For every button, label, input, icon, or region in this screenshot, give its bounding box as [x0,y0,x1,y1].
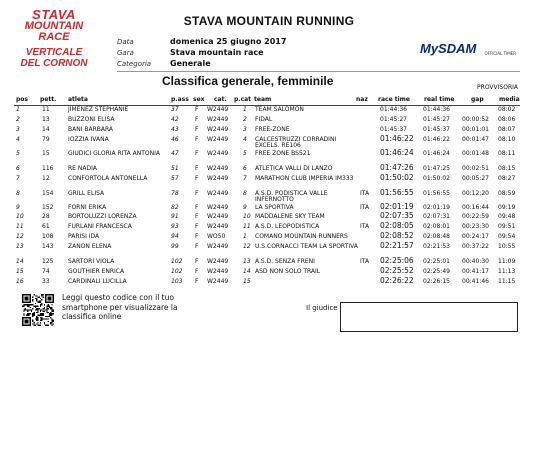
header-divider [117,71,520,72]
cell-media: 11:09 [498,258,516,265]
cell-pass: 91 [171,213,179,220]
info-value-gara: Stava mountain race [170,48,264,57]
cell-cat: W2449 [207,268,229,275]
cell-pos: 10 [16,213,24,220]
col-media: media [499,96,520,103]
cell-real-time: 01:45:27 [423,116,450,123]
cell-atleta: GOUTHIER ENRICA [68,268,125,275]
table-row [0,116,534,126]
cell-cat: W2449 [207,213,229,220]
cell-media: 10:55 [498,243,516,250]
cell-pos: 2 [16,116,20,123]
cell-gap: 00:41:17 [462,268,489,275]
cell-pcat: 4 [243,136,247,143]
cell-pcat: 8 [243,190,247,197]
cell-real-time: 02:01:19 [423,204,450,211]
cell-pass: 78 [171,190,179,197]
cell-team: LA SPORTIVA [255,204,294,211]
cell-cat: W2449 [207,175,229,182]
cell-race-time: 01:45:27 [380,116,407,123]
cell-sex: F [195,126,199,133]
cell-atleta: FORNI ERIKA [68,204,107,211]
logo-line-5: DEL CORNON [20,58,88,69]
cell-media: 08:06 [498,116,516,123]
cell-sex: F [195,258,199,265]
cell-media: 09:54 [498,233,516,240]
cell-gap: 00:02:51 [462,165,489,172]
cell-cat: W2449 [207,223,229,230]
judge-label: Il giudice [306,304,338,312]
cell-cat: W2449 [207,204,229,211]
cell-media: 08:02 [498,106,516,113]
cell-pcat: 10 [243,213,251,220]
cell-media: 11:15 [498,278,516,285]
logo-line-4: VERTICALE [25,47,83,58]
cell-atleta: GIUDICI GLORIA RITA ANTONIA [68,150,161,157]
cell-race-time: 02:01:19 [380,202,414,211]
cell-real-time: 01:47:25 [423,165,450,172]
cell-race-time: 02:21:57 [380,241,414,250]
cell-team: A.S.D. SENZA FRENI [255,258,315,265]
cell-media: 08:07 [498,126,516,133]
col-pass: p.ass [171,96,189,103]
cell-cat: W2449 [207,165,229,172]
cell-pass: 93 [171,223,179,230]
cell-team: MARATHON CLUB IMPERIA IM333 [255,175,354,182]
cell-pcat: 13 [243,258,251,265]
col-atleta: atleta [68,96,88,103]
cell-media: 08:11 [498,150,516,157]
status-label: PROVVISORIA [477,84,518,91]
col-real-time: real time [424,96,455,103]
cell-pos: 14 [16,258,24,265]
col-pos: pos [16,96,28,103]
cell-gap: 00:01:01 [462,126,489,133]
cell-team: CALCESTRUZZI CORRADINI EXCELS. RE106 [255,136,337,150]
cell-pos: 3 [16,126,20,133]
judge-signature-box [340,302,518,332]
info-value-categoria: Generale [170,59,211,68]
table-row [0,126,534,136]
cell-gap: 00:12:20 [462,190,489,197]
cell-pcat: 9 [243,204,247,211]
table-row [0,243,534,258]
cell-real-time: 01:44:36 [423,106,450,113]
table-row [0,233,534,243]
cell-pett: 143 [42,243,54,250]
cell-pass: 42 [171,116,179,123]
cell-atleta: CONFORTOLA ANTONELLA [68,175,148,182]
cell-sex: F [195,213,199,220]
cell-pos: 4 [16,136,20,143]
cell-sex: F [195,268,199,275]
cell-real-time: 01:50:02 [423,175,450,182]
cell-naz: ITA [360,223,370,230]
cell-pos: 7 [16,175,20,182]
cell-atleta: PARISI IDA [68,233,100,240]
cell-atleta: GRILL ELISA [68,190,105,197]
stava-mountain-race-logo [8,8,100,72]
cell-pett: 13 [42,116,50,123]
table-row [0,268,534,278]
cell-pcat: 1 [243,106,247,113]
cell-atleta: FURLANI FRANCESCA [68,223,132,230]
cell-pass: 99 [171,243,179,250]
cell-media: 08:27 [498,175,516,182]
cell-team: MADDALENE SKY TEAM [255,213,325,220]
cell-cat: W2449 [207,106,229,113]
cell-media: 08:10 [498,136,516,143]
cell-atleta: CARDINALI LUCILLA [68,278,127,285]
cell-race-time: 01:56:55 [380,188,414,197]
cell-media: 09:48 [498,213,516,220]
cell-pett: 11 [42,106,50,113]
info-value-data: domenica 25 giugno 2017 [170,37,287,46]
cell-pcat: 12 [243,243,251,250]
sponsor-subtitle: OFFICIAL TIMER [484,51,516,56]
table-row [0,204,534,213]
cell-pass: 51 [171,165,179,172]
cell-team: TEAM SALOMON [255,106,304,113]
cell-pett: 12 [42,175,50,182]
table-row [0,165,534,175]
cell-media: 09:51 [498,223,516,230]
col-team: team [254,96,272,103]
cell-gap: 00:37:22 [462,243,489,250]
cell-sex: F [195,116,199,123]
cell-gap: 00:24:17 [462,233,489,240]
cell-pcat: 5 [243,150,247,157]
cell-team: ATLETICA VALLI DI LANZO [255,165,333,172]
cell-pett: 33 [42,278,50,285]
cell-pcat: 2 [243,116,247,123]
cell-pass: 37 [171,106,179,113]
cell-real-time: 02:25:01 [423,258,450,265]
col-pcat: p.cat [234,96,252,103]
cell-race-time: 01:47:26 [380,163,414,172]
cell-atleta: SARTORI VIOLA [68,258,115,265]
logo-line-1: STAVA [32,7,76,22]
cell-pcat: 1 [243,233,247,240]
table-row [0,213,534,223]
cell-race-time: 02:08:05 [380,221,414,230]
cell-real-time: 02:25:49 [423,268,450,275]
cell-gap: 00:01:48 [462,150,489,157]
cell-cat: W2449 [207,150,229,157]
table-row [0,258,534,268]
cell-pcat: 3 [243,126,247,133]
cell-race-time: 02:08:52 [380,231,414,240]
table-row [0,175,534,190]
cell-pett: 152 [42,204,54,211]
col-cat: cat. [214,96,227,103]
cell-pass: 43 [171,126,179,133]
cell-pett: 15 [42,150,50,157]
cell-real-time: 01:46:22 [423,136,450,143]
cell-gap: 00:22:59 [462,213,489,220]
cell-team: COMANO MOUNTAIN RUNNERS [255,233,348,240]
cell-team: ASD NON SOLO TRAIL [255,268,321,275]
cell-sex: F [195,165,199,172]
cell-real-time: 01:56:55 [423,190,450,197]
cell-team: FREE ZONE BS521 [255,150,311,157]
cell-race-time: 02:26:22 [380,276,414,285]
cell-sex: F [195,150,199,157]
cell-cat: W2449 [207,116,229,123]
cell-sex: F [195,190,199,197]
cell-gap: 00:40:30 [462,258,489,265]
cell-atleta: BORTOLUZZI LORENZA [68,213,137,220]
mysdam-logo [420,38,520,54]
cell-real-time: 02:21:53 [423,243,450,250]
cell-pass: 46 [171,136,179,143]
cell-media: 11:13 [498,268,516,275]
cell-pett: 74 [42,268,50,275]
cell-race-time: 01:44:36 [380,106,407,113]
cell-pett: 116 [42,165,54,172]
cell-pos: 15 [16,268,24,275]
cell-real-time: 01:46:24 [423,150,450,157]
cell-race-time: 02:07:35 [380,211,414,220]
cell-team: FREE-ZONE [255,126,290,133]
logo-line-3: RACE [38,31,70,43]
cell-naz: ITA [360,258,370,265]
cell-media: 08:15 [498,165,516,172]
col-pett: pett. [40,96,57,103]
cell-sex: F [195,278,199,285]
cell-pett: 61 [42,223,50,230]
cell-race-time: 01:46:24 [380,148,414,157]
info-label-data: Data [117,38,134,46]
cell-real-time: 02:26:15 [423,278,450,285]
cell-atleta: BANI BARBARA [68,126,114,133]
cell-pass: 102 [171,258,183,265]
cell-pcat: 6 [243,165,247,172]
cell-gap: 00:23:30 [462,223,489,230]
cell-real-time: 02:08:48 [423,233,450,240]
cell-pass: 47 [171,150,179,157]
cell-sex: F [195,233,199,240]
cell-team: A.S.D. LEOPODISTICA [255,223,320,230]
cell-pass: 103 [171,278,183,285]
cell-cat: W2449 [207,258,229,265]
cell-atleta: ZANON ELENA [68,243,112,250]
cell-pett: 79 [42,136,50,143]
cell-cat: W2449 [207,126,229,133]
table-row [0,136,534,150]
cell-real-time: 02:08:01 [423,223,450,230]
cell-pos: 11 [16,223,24,230]
table-row [0,278,534,288]
cell-pcat: 11 [243,223,251,230]
logo-line-2: MOUNTAIN [24,20,84,32]
cell-pass: 102 [171,268,183,275]
cell-pos: 5 [16,150,20,157]
cell-team: A.S.D. PODISTICA VALLE INFERNOTTO [255,190,328,204]
cell-real-time: 02:07:31 [423,213,450,220]
cell-sex: F [195,223,199,230]
table-row [0,150,534,165]
cell-pass: 57 [171,175,179,182]
cell-pos: 13 [16,243,24,250]
col-gap: gap [471,96,484,103]
qr-code-icon[interactable] [22,294,54,326]
cell-sex: F [195,243,199,250]
cell-pett: 14 [42,126,50,133]
cell-pett: 154 [42,190,54,197]
table-row [0,106,534,116]
cell-race-time: 01:50:02 [380,173,414,182]
cell-gap: 00:01:47 [462,136,489,143]
info-label-categoria: Categoria [117,60,152,68]
table-row [0,223,534,233]
cell-race-time: 02:25:52 [380,266,414,275]
cell-pett: 125 [42,258,54,265]
col-race-time: race time [378,96,410,103]
cell-pett: 108 [42,233,54,240]
col-naz: naz [356,96,368,103]
cell-pass: 82 [171,204,179,211]
cell-cat: W2449 [207,136,229,143]
cell-race-time: 02:25:06 [380,256,414,265]
cell-sex: F [195,204,199,211]
cell-naz: ITA [360,204,370,211]
cell-cat: W2449 [207,243,229,250]
cell-pos: 1 [16,106,20,113]
sponsor-name: MySDAM [420,41,477,56]
sheet-title: Classifica generale, femminile [162,74,334,88]
qr-instructions: Leggi questo codice con il tuo smartphone per visualizzare la classifica online [62,293,178,321]
cell-gap: 00:05:27 [462,175,489,182]
cell-team: FIDAL [255,116,273,123]
cell-pos: 12 [16,233,24,240]
cell-pos: 9 [16,204,20,211]
cell-media: 09:19 [498,204,516,211]
cell-real-time: 01:45:37 [423,126,450,133]
cell-cat: WO50 [207,233,226,240]
cell-pcat: 15 [243,278,251,285]
cell-naz: ITA [360,190,370,197]
cell-atleta: RE NADIA [68,165,97,172]
cell-team: U.S.CORNACCI TEAM LA SPORTIVA [255,243,358,250]
cell-pos: 8 [16,190,20,197]
cell-media: 08:59 [498,190,516,197]
cell-race-time: 01:46:22 [380,134,414,143]
cell-sex: F [195,175,199,182]
cell-cat: W2449 [207,190,229,197]
cell-sex: F [195,136,199,143]
cell-atleta: BUZZONI ELISA [68,116,115,123]
cell-pcat: 14 [243,268,251,275]
cell-pos: 6 [16,165,20,172]
cell-pcat: 7 [243,175,247,182]
cell-atleta: IOZZIA IVANA [68,136,109,143]
info-label-gara: Gara [117,49,134,57]
cell-pos: 16 [16,278,24,285]
table-row [0,190,534,204]
cell-gap: 00:00:52 [462,116,489,123]
cell-pett: 28 [42,213,50,220]
cell-race-time: 01:45:37 [380,126,407,133]
cell-atleta: JIMENEZ STEPHANIE [68,106,129,113]
cell-sex: F [195,106,199,113]
table-header [0,96,534,104]
cell-gap: 00:16:44 [462,204,489,211]
cell-cat: W2449 [207,278,229,285]
cell-pass: 94 [171,233,179,240]
results-table [0,106,534,288]
event-title: STAVA MOUNTAIN RUNNING [183,14,355,28]
cell-gap: 00:41:46 [462,278,489,285]
col-sex: sex [193,96,205,103]
